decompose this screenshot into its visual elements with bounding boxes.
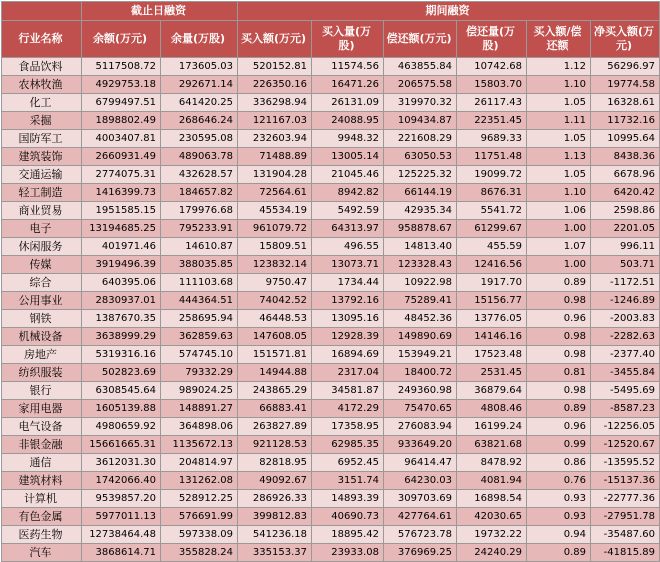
- net-buy-cell: 16328.61: [591, 94, 660, 112]
- net-buy-cell: -3455.84: [591, 364, 660, 382]
- net-buy-cell: 6420.42: [591, 184, 660, 202]
- buy-volume-cell: 14893.39: [312, 490, 384, 508]
- repay-volume-cell: 15156.77: [457, 292, 527, 310]
- buy-repay-ratio-cell: 0.98: [527, 292, 591, 310]
- buy-repay-ratio-cell: 0.89: [527, 274, 591, 292]
- buy-repay-ratio-cell: 0.86: [527, 454, 591, 472]
- buy-volume-cell: 13792.16: [312, 292, 384, 310]
- repay-volume-cell: 4808.46: [457, 400, 527, 418]
- buy-repay-ratio-cell: 1.00: [527, 220, 591, 238]
- column-header-repay-amount: 偿还额(万元): [384, 21, 457, 58]
- buy-repay-ratio-cell: 0.81: [527, 364, 591, 382]
- balance-cell: 5977011.13: [82, 508, 161, 526]
- table-row: [2, 274, 660, 292]
- volume-cell: 355828.24: [161, 544, 238, 562]
- net-buy-cell: 2201.05: [591, 220, 660, 238]
- industry-name-cell: 交通运输: [2, 166, 82, 184]
- repay-volume-cell: 8478.92: [457, 454, 527, 472]
- repay-volume-cell: 455.59: [457, 238, 527, 256]
- repay-amount-cell: 958878.67: [384, 220, 457, 238]
- buy-amount-cell: 131904.28: [238, 166, 312, 184]
- buy-volume-cell: 13005.14: [312, 148, 384, 166]
- buy-volume-cell: 21045.46: [312, 166, 384, 184]
- net-buy-cell: 10995.64: [591, 130, 660, 148]
- buy-repay-ratio-cell: 0.89: [527, 400, 591, 418]
- table-body: [2, 58, 660, 562]
- table-row: [2, 490, 660, 508]
- net-buy-cell: 19774.58: [591, 76, 660, 94]
- buy-repay-ratio-cell: 0.94: [527, 526, 591, 544]
- net-buy-cell: 996.11: [591, 238, 660, 256]
- repay-amount-cell: 276083.94: [384, 418, 457, 436]
- repay-volume-cell: 9689.33: [457, 130, 527, 148]
- industry-name-cell: 农林牧渔: [2, 76, 82, 94]
- column-header-industry: 行业名称: [2, 21, 82, 58]
- repay-amount-cell: 206575.58: [384, 76, 457, 94]
- volume-cell: 989024.25: [161, 382, 238, 400]
- balance-cell: 6799497.51: [82, 94, 161, 112]
- table-row: [2, 472, 660, 490]
- volume-cell: 576691.99: [161, 508, 238, 526]
- repay-amount-cell: 153949.21: [384, 346, 457, 364]
- buy-amount-cell: 45534.19: [238, 202, 312, 220]
- buy-volume-cell: 6952.45: [312, 454, 384, 472]
- net-buy-cell: -35487.60: [591, 526, 660, 544]
- repay-amount-cell: 18400.72: [384, 364, 457, 382]
- repay-volume-cell: 19732.22: [457, 526, 527, 544]
- repay-volume-cell: 16898.54: [457, 490, 527, 508]
- buy-repay-ratio-cell: 0.93: [527, 490, 591, 508]
- volume-cell: 148891.27: [161, 400, 238, 418]
- table-row: [2, 454, 660, 472]
- table-row: [2, 310, 660, 328]
- buy-volume-cell: 16471.26: [312, 76, 384, 94]
- volume-cell: 641420.25: [161, 94, 238, 112]
- net-buy-cell: -1172.51: [591, 274, 660, 292]
- buy-volume-cell: 1734.44: [312, 274, 384, 292]
- repay-amount-cell: 14813.40: [384, 238, 457, 256]
- buy-amount-cell: 49092.67: [238, 472, 312, 490]
- table-row: [2, 382, 660, 400]
- volume-cell: 179976.68: [161, 202, 238, 220]
- net-buy-cell: -15137.36: [591, 472, 660, 490]
- repay-amount-cell: 109434.87: [384, 112, 457, 130]
- balance-cell: 15661665.31: [82, 436, 161, 454]
- repay-amount-cell: 10922.98: [384, 274, 457, 292]
- buy-amount-cell: 399812.83: [238, 508, 312, 526]
- volume-cell: 268646.24: [161, 112, 238, 130]
- repay-volume-cell: 36879.64: [457, 382, 527, 400]
- buy-repay-ratio-cell: 1.12: [527, 58, 591, 76]
- buy-repay-ratio-cell: 0.98: [527, 328, 591, 346]
- repay-amount-cell: 576723.78: [384, 526, 457, 544]
- balance-cell: 2830937.01: [82, 292, 161, 310]
- buy-repay-ratio-cell: 1.13: [527, 148, 591, 166]
- industry-name-cell: 通信: [2, 454, 82, 472]
- repay-amount-cell: 63050.53: [384, 148, 457, 166]
- repay-volume-cell: 24240.29: [457, 544, 527, 562]
- industry-name-cell: 食品饮料: [2, 58, 82, 76]
- buy-repay-ratio-cell: 0.76: [527, 472, 591, 490]
- repay-amount-cell: 319970.32: [384, 94, 457, 112]
- net-buy-cell: -2377.40: [591, 346, 660, 364]
- repay-amount-cell: 221608.29: [384, 130, 457, 148]
- buy-amount-cell: 147608.05: [238, 328, 312, 346]
- balance-cell: 1387670.35: [82, 310, 161, 328]
- table-row: [2, 436, 660, 454]
- balance-cell: 12738464.48: [82, 526, 161, 544]
- repay-amount-cell: 427764.61: [384, 508, 457, 526]
- buy-repay-ratio-cell: 1.05: [527, 166, 591, 184]
- industry-name-cell: 电子: [2, 220, 82, 238]
- repay-volume-cell: 26117.43: [457, 94, 527, 112]
- repay-volume-cell: 5541.72: [457, 202, 527, 220]
- repay-volume-cell: 16199.24: [457, 418, 527, 436]
- industry-name-cell: 房地产: [2, 346, 82, 364]
- repay-volume-cell: 11751.48: [457, 148, 527, 166]
- table-row: [2, 400, 660, 418]
- balance-cell: 5319316.16: [82, 346, 161, 364]
- buy-repay-ratio-cell: 1.05: [527, 94, 591, 112]
- buy-amount-cell: 335153.37: [238, 544, 312, 562]
- repay-amount-cell: 48452.36: [384, 310, 457, 328]
- repay-volume-cell: 15803.70: [457, 76, 527, 94]
- balance-cell: 640395.06: [82, 274, 161, 292]
- net-buy-cell: 11732.16: [591, 112, 660, 130]
- buy-volume-cell: 8942.82: [312, 184, 384, 202]
- buy-amount-cell: 15809.51: [238, 238, 312, 256]
- volume-cell: 528912.25: [161, 490, 238, 508]
- repay-volume-cell: 14146.16: [457, 328, 527, 346]
- volume-cell: 14610.87: [161, 238, 238, 256]
- table-row: [2, 238, 660, 256]
- volume-cell: 292671.14: [161, 76, 238, 94]
- financing-table: [1, 1, 660, 562]
- buy-amount-cell: 263827.89: [238, 418, 312, 436]
- header-group-row: [2, 2, 660, 21]
- balance-cell: 3612031.30: [82, 454, 161, 472]
- repay-volume-cell: 63821.68: [457, 436, 527, 454]
- buy-volume-cell: 496.55: [312, 238, 384, 256]
- net-buy-cell: -41815.89: [591, 544, 660, 562]
- table-row: [2, 256, 660, 274]
- net-buy-cell: -27951.78: [591, 508, 660, 526]
- buy-volume-cell: 9948.32: [312, 130, 384, 148]
- repay-amount-cell: 933649.20: [384, 436, 457, 454]
- balance-cell: 3919496.39: [82, 256, 161, 274]
- buy-repay-ratio-cell: 1.06: [527, 202, 591, 220]
- buy-repay-ratio-cell: 0.99: [527, 436, 591, 454]
- table-row: [2, 292, 660, 310]
- industry-name-cell: 商业贸易: [2, 202, 82, 220]
- repay-volume-cell: 13776.05: [457, 310, 527, 328]
- buy-volume-cell: 18895.42: [312, 526, 384, 544]
- balance-cell: 4929753.18: [82, 76, 161, 94]
- buy-amount-cell: 336298.94: [238, 94, 312, 112]
- net-buy-cell: 503.71: [591, 256, 660, 274]
- table-row: [2, 94, 660, 112]
- column-header-buy-volume: 买入量(万股): [312, 21, 384, 58]
- net-buy-cell: -2003.83: [591, 310, 660, 328]
- industry-name-cell: 有色金属: [2, 508, 82, 526]
- column-header-volume: 余量(万股): [161, 21, 238, 58]
- net-buy-cell: -5495.69: [591, 382, 660, 400]
- column-header-buy-amount: 买入额(万元): [238, 21, 312, 58]
- buy-amount-cell: 121167.03: [238, 112, 312, 130]
- volume-cell: 574745.10: [161, 346, 238, 364]
- buy-repay-ratio-cell: 1.11: [527, 112, 591, 130]
- buy-amount-cell: 123832.14: [238, 256, 312, 274]
- balance-cell: 502823.69: [82, 364, 161, 382]
- volume-cell: 489063.78: [161, 148, 238, 166]
- table-row: [2, 58, 660, 76]
- repay-amount-cell: 463855.84: [384, 58, 457, 76]
- table-row: [2, 526, 660, 544]
- net-buy-cell: 56296.97: [591, 58, 660, 76]
- industry-name-cell: 国防军工: [2, 130, 82, 148]
- net-buy-cell: 2598.86: [591, 202, 660, 220]
- volume-cell: 388035.85: [161, 256, 238, 274]
- volume-cell: 364898.06: [161, 418, 238, 436]
- repay-amount-cell: 42935.34: [384, 202, 457, 220]
- buy-repay-ratio-cell: 1.10: [527, 184, 591, 202]
- industry-name-cell: 化工: [2, 94, 82, 112]
- balance-cell: 4980659.92: [82, 418, 161, 436]
- industry-name-cell: 建筑材料: [2, 472, 82, 490]
- header-column-row: [2, 21, 660, 58]
- buy-volume-cell: 5492.59: [312, 202, 384, 220]
- repay-volume-cell: 61299.67: [457, 220, 527, 238]
- buy-amount-cell: 243865.29: [238, 382, 312, 400]
- industry-name-cell: 汽车: [2, 544, 82, 562]
- table-row: [2, 364, 660, 382]
- volume-cell: 173605.03: [161, 58, 238, 76]
- repay-volume-cell: 2531.45: [457, 364, 527, 382]
- header-group-period-financing: 期间融资: [238, 2, 660, 21]
- industry-name-cell: 轻工制造: [2, 184, 82, 202]
- industry-name-cell: 采掘: [2, 112, 82, 130]
- net-buy-cell: -12520.67: [591, 436, 660, 454]
- buy-amount-cell: 151571.81: [238, 346, 312, 364]
- buy-amount-cell: 921128.53: [238, 436, 312, 454]
- balance-cell: 9539857.20: [82, 490, 161, 508]
- column-header-repay-volume: 偿还量(万股): [457, 21, 527, 58]
- buy-volume-cell: 17358.95: [312, 418, 384, 436]
- repay-volume-cell: 8676.31: [457, 184, 527, 202]
- volume-cell: 79332.29: [161, 364, 238, 382]
- buy-volume-cell: 24088.95: [312, 112, 384, 130]
- repay-amount-cell: 249360.98: [384, 382, 457, 400]
- volume-cell: 597338.09: [161, 526, 238, 544]
- repay-amount-cell: 125225.32: [384, 166, 457, 184]
- balance-cell: 401971.46: [82, 238, 161, 256]
- balance-cell: 2660931.49: [82, 148, 161, 166]
- balance-cell: 5117508.72: [82, 58, 161, 76]
- buy-volume-cell: 64313.97: [312, 220, 384, 238]
- industry-name-cell: 休闲服务: [2, 238, 82, 256]
- balance-cell: 3868614.71: [82, 544, 161, 562]
- balance-cell: 3638999.29: [82, 328, 161, 346]
- industry-name-cell: 公用事业: [2, 292, 82, 310]
- net-buy-cell: -12256.05: [591, 418, 660, 436]
- repay-amount-cell: 149890.69: [384, 328, 457, 346]
- volume-cell: 131262.08: [161, 472, 238, 490]
- buy-volume-cell: 13095.16: [312, 310, 384, 328]
- repay-volume-cell: 1917.70: [457, 274, 527, 292]
- repay-volume-cell: 42030.65: [457, 508, 527, 526]
- repay-amount-cell: 376969.25: [384, 544, 457, 562]
- buy-repay-ratio-cell: 0.89: [527, 544, 591, 562]
- buy-repay-ratio-cell: 1.10: [527, 76, 591, 94]
- repay-amount-cell: 123328.43: [384, 256, 457, 274]
- buy-repay-ratio-cell: 1.00: [527, 256, 591, 274]
- buy-volume-cell: 2317.04: [312, 364, 384, 382]
- balance-cell: 1742066.40: [82, 472, 161, 490]
- column-header-net-buy: 净买入额(万元): [591, 21, 660, 58]
- balance-cell: 1416399.73: [82, 184, 161, 202]
- industry-name-cell: 银行: [2, 382, 82, 400]
- buy-amount-cell: 520152.81: [238, 58, 312, 76]
- industry-name-cell: 纺织服装: [2, 364, 82, 382]
- volume-cell: 444364.51: [161, 292, 238, 310]
- volume-cell: 230595.08: [161, 130, 238, 148]
- buy-amount-cell: 286926.33: [238, 490, 312, 508]
- industry-name-cell: 非银金融: [2, 436, 82, 454]
- industry-name-cell: 家用电器: [2, 400, 82, 418]
- repay-amount-cell: 96414.47: [384, 454, 457, 472]
- buy-volume-cell: 40690.73: [312, 508, 384, 526]
- buy-volume-cell: 16894.69: [312, 346, 384, 364]
- table-row: [2, 76, 660, 94]
- balance-cell: 1605139.88: [82, 400, 161, 418]
- buy-amount-cell: 74042.52: [238, 292, 312, 310]
- table-row: [2, 544, 660, 562]
- table-row: [2, 418, 660, 436]
- table-row: [2, 112, 660, 130]
- buy-repay-ratio-cell: 1.05: [527, 130, 591, 148]
- buy-volume-cell: 12928.39: [312, 328, 384, 346]
- net-buy-cell: 8438.36: [591, 148, 660, 166]
- industry-name-cell: 综合: [2, 274, 82, 292]
- industry-name-cell: 传媒: [2, 256, 82, 274]
- buy-amount-cell: 14944.88: [238, 364, 312, 382]
- buy-amount-cell: 226350.16: [238, 76, 312, 94]
- buy-repay-ratio-cell: 0.96: [527, 418, 591, 436]
- buy-repay-ratio-cell: 0.98: [527, 382, 591, 400]
- table-row: [2, 148, 660, 166]
- header-blank: [2, 2, 82, 21]
- buy-volume-cell: 26131.09: [312, 94, 384, 112]
- volume-cell: 432628.57: [161, 166, 238, 184]
- repay-volume-cell: 10742.68: [457, 58, 527, 76]
- net-buy-cell: -2282.63: [591, 328, 660, 346]
- buy-amount-cell: 72564.61: [238, 184, 312, 202]
- buy-volume-cell: 11574.56: [312, 58, 384, 76]
- table-row: [2, 328, 660, 346]
- repay-amount-cell: 309703.69: [384, 490, 457, 508]
- volume-cell: 258695.94: [161, 310, 238, 328]
- net-buy-cell: -22777.36: [591, 490, 660, 508]
- balance-cell: 1898802.49: [82, 112, 161, 130]
- buy-repay-ratio-cell: 1.07: [527, 238, 591, 256]
- net-buy-cell: -13595.52: [591, 454, 660, 472]
- buy-amount-cell: 961079.72: [238, 220, 312, 238]
- buy-amount-cell: 541236.18: [238, 526, 312, 544]
- buy-volume-cell: 3151.74: [312, 472, 384, 490]
- repay-volume-cell: 12416.56: [457, 256, 527, 274]
- net-buy-cell: 6678.96: [591, 166, 660, 184]
- buy-amount-cell: 82818.95: [238, 454, 312, 472]
- repay-volume-cell: 22351.45: [457, 112, 527, 130]
- buy-repay-ratio-cell: 0.93: [527, 508, 591, 526]
- net-buy-cell: -8587.23: [591, 400, 660, 418]
- buy-repay-ratio-cell: 0.98: [527, 346, 591, 364]
- buy-volume-cell: 34581.87: [312, 382, 384, 400]
- industry-name-cell: 计算机: [2, 490, 82, 508]
- table-row: [2, 184, 660, 202]
- net-buy-cell: -1246.89: [591, 292, 660, 310]
- buy-amount-cell: 71488.89: [238, 148, 312, 166]
- industry-name-cell: 钢铁: [2, 310, 82, 328]
- volume-cell: 795233.91: [161, 220, 238, 238]
- buy-volume-cell: 13073.71: [312, 256, 384, 274]
- buy-amount-cell: 9750.47: [238, 274, 312, 292]
- buy-volume-cell: 4172.29: [312, 400, 384, 418]
- header-group-closing-financing: 截止日融资: [82, 2, 238, 21]
- repay-volume-cell: 19099.72: [457, 166, 527, 184]
- balance-cell: 4003407.81: [82, 130, 161, 148]
- volume-cell: 362859.63: [161, 328, 238, 346]
- buy-volume-cell: 23933.08: [312, 544, 384, 562]
- repay-volume-cell: 4081.94: [457, 472, 527, 490]
- volume-cell: 204814.97: [161, 454, 238, 472]
- balance-cell: 2774075.31: [82, 166, 161, 184]
- volume-cell: 1135672.13: [161, 436, 238, 454]
- table-row: [2, 166, 660, 184]
- repay-amount-cell: 64230.03: [384, 472, 457, 490]
- table-row: [2, 202, 660, 220]
- repay-amount-cell: 75470.65: [384, 400, 457, 418]
- table-row: [2, 346, 660, 364]
- volume-cell: 111103.68: [161, 274, 238, 292]
- repay-amount-cell: 66144.19: [384, 184, 457, 202]
- industry-name-cell: 医药生物: [2, 526, 82, 544]
- table-row: [2, 508, 660, 526]
- industry-name-cell: 电气设备: [2, 418, 82, 436]
- column-header-balance: 余额(万元): [82, 21, 161, 58]
- buy-amount-cell: 232603.94: [238, 130, 312, 148]
- industry-name-cell: 建筑装饰: [2, 148, 82, 166]
- buy-amount-cell: 46448.53: [238, 310, 312, 328]
- balance-cell: 6308545.64: [82, 382, 161, 400]
- balance-cell: 13194685.25: [82, 220, 161, 238]
- repay-volume-cell: 17523.48: [457, 346, 527, 364]
- buy-volume-cell: 62985.35: [312, 436, 384, 454]
- column-header-buy-repay-ratio: 买入额/偿还额: [527, 21, 591, 58]
- repay-amount-cell: 75289.41: [384, 292, 457, 310]
- volume-cell: 184657.82: [161, 184, 238, 202]
- table-row: [2, 220, 660, 238]
- buy-amount-cell: 66883.41: [238, 400, 312, 418]
- buy-repay-ratio-cell: 0.96: [527, 310, 591, 328]
- table-row: [2, 130, 660, 148]
- industry-name-cell: 机械设备: [2, 328, 82, 346]
- balance-cell: 1951585.15: [82, 202, 161, 220]
